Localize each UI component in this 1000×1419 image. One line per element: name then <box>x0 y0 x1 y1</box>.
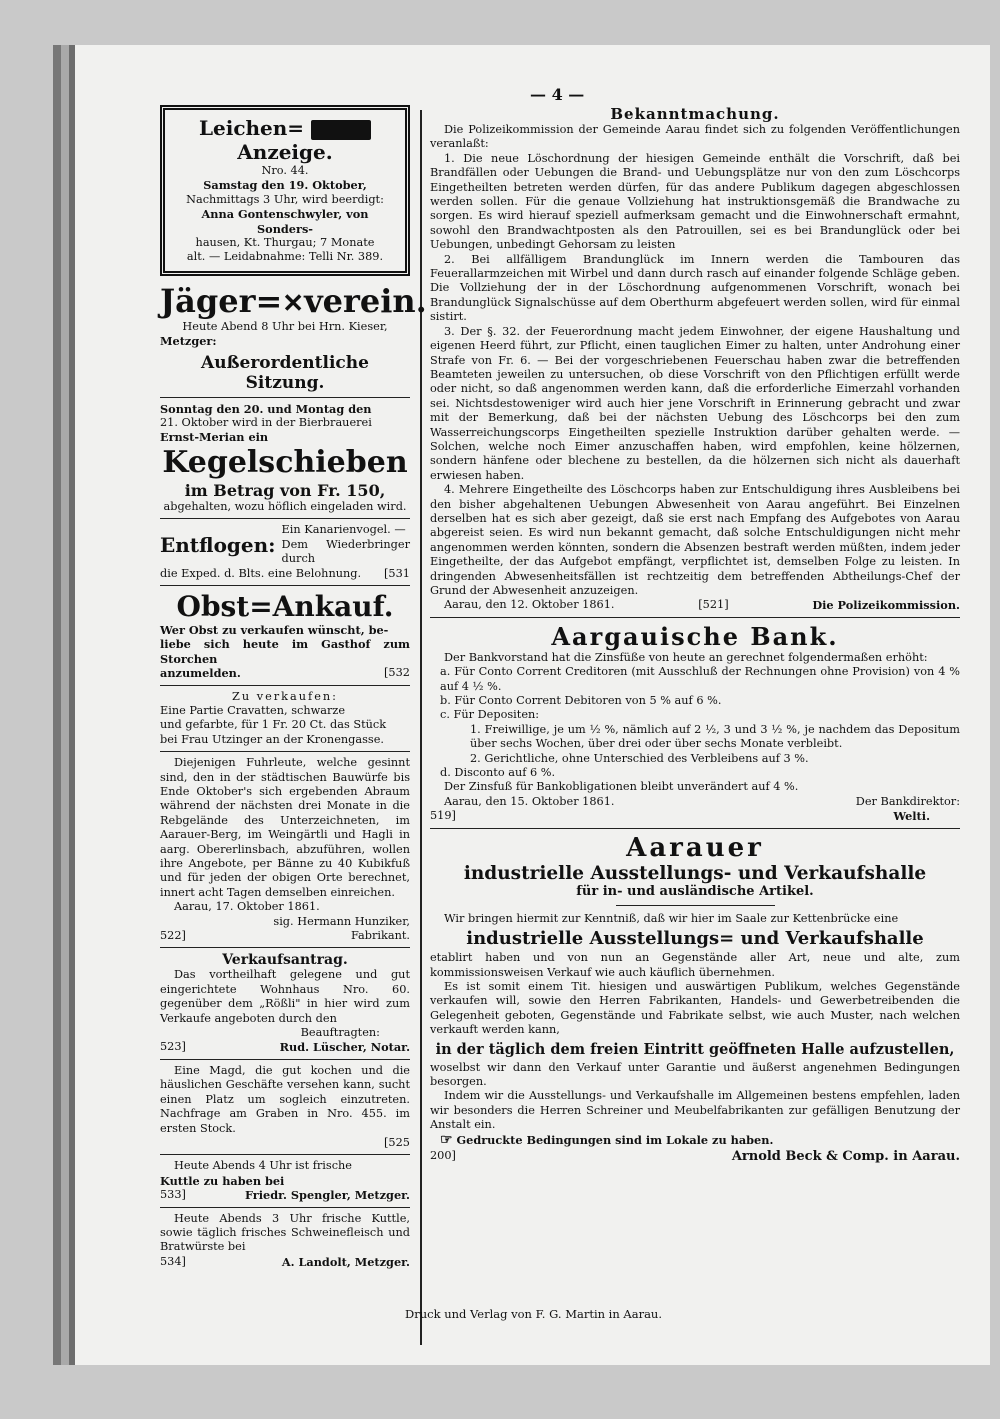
jaeger-line1: Heute Abend 8 Uhr bei Hrn. Kieser, <box>182 319 388 333</box>
fuhrleute-date: Aarau, 17. Oktober 1861. <box>174 900 320 914</box>
verkaufsantrag-title: Verkaufsantrag. <box>222 952 348 969</box>
bank-b: b. Für Conto Corrent Debitoren von 5 % auf 6 %. <box>440 694 722 708</box>
halle-sub2: für in- und ausländische Artikel. <box>576 883 814 899</box>
zu-verkaufen-title: Zu verkaufen: <box>232 689 338 703</box>
left-column <box>160 105 427 1269</box>
jaeger-title-b: verein. <box>304 281 427 320</box>
halle-p5: Indem wir die Ausstellungs- und Verkaufshalle im Allgemeinen bestens empfehlen, laden wir besonders die Herren Schreiner und Meubelfabrikanten zur gefälligen Benutzung der Anstalt ein. <box>430 1089 960 1132</box>
kuttle1-num: 533] <box>160 1188 186 1202</box>
bek-date: Aarau, den 12. Oktober 1861. <box>444 598 615 612</box>
bek-p1: 1. Die neue Löschordnung der hiesigen Gemeinde enthält die Vorschrift, daß bei Brandfällen oder Uebungen die Brand- und Uebungsplätze nur von den zum Löschcorps Eingetheilten betreten werden dürfen, für das andere Publikum dagegen abgeschlossen werden sollen. Für die genaue Vollziehung hat instruktionsgemäß die Brandwache zu sorgen. Es wird hierauf speziell aufmerksam gemacht und die Einwohnerschaft ermahnt, sowohl den Brandwachtposten als den Patrouillen, sei es bei Brandunglück oder bei Uebungen, unbedingt Gehorsam zu leisten <box>430 151 960 252</box>
halle-p4: woselbst wir dann den Verkauf unter Garantie und äußerst angenehmen Bedingungen besorgen. <box>430 1060 960 1088</box>
bank-name: Welti. <box>893 809 930 824</box>
obst-title: Obst=Ankauf. <box>176 589 394 623</box>
bek-p2: 2. Bei allfälligem Brandunglück im Innern werden die Tambouren das Feuerallarmzeichen mit Wirbel und dann durch rasch auf einander folgende Schläge geben. Die Vollziehung der in der Löschordnung aufgenommenen Vorschrift, wonach bei Brandunglück Signalschüsse auf dem Oberthurm abgefeuert werden sollen, wird für einmal sistirt. <box>430 252 960 324</box>
fuhrleute-num: 522] <box>160 929 186 943</box>
death-notice-line2: Nachmittags 3 Uhr, wird beerdigt: <box>186 192 384 206</box>
bek-sig: Die Polizeikommission. <box>812 598 960 613</box>
kegel-title: Kegelschieben <box>162 444 408 480</box>
kuttle2-num: 534] <box>160 1254 186 1268</box>
bank-d: d. Disconto auf 6 %. <box>440 766 556 780</box>
halle-sub: industrielle Ausstellungs- und Verkaufshalle <box>463 862 927 884</box>
bek-p4: 4. Mehrere Eingetheilte des Löschcorps haben zur Entschuldigung ihres Ausbleibens bei den bisher abgehaltenen Uebungen Abwesenheit von Aarau angeführt. Bei Einzelnen derselben hat es sich aber gezeigt, daß sie erst nach Empfang des Aufgebotes von Aarau abgereist seien. Es wird nun bekannt gemacht, daß solche Entschuldigungen nicht mehr angenommen werden könnten, sondern die Absenzen bestraft werden müßten, indem jeder Eingetheilte, der das Aufgebot empfängt, verpflichtet ist, demselben Folge zu leisten. In dringenden Abwesenheitsfällen ist rechtzeitig dem betreffenden Abtheilungs-Chef der Grund der Abwesenheit anzuzeigen. <box>430 483 960 597</box>
halle-num: 200] <box>430 1148 456 1162</box>
halle-gedr: Gedruckte Bedingungen sind im Lokale zu haben. <box>456 1132 774 1147</box>
halle-mid2: in der täglich dem freien Eintritt geöffneten Halle aufzustellen, <box>435 1040 955 1058</box>
death-notice-title-a: Leichen= <box>198 116 305 140</box>
verkaufsantrag-footer <box>160 1040 410 1054</box>
kuttle1-name: Friedr. Spengler, Metzger. <box>244 1188 410 1203</box>
halle-sig: Arnold Beck & Comp. in Aarau. <box>731 1148 960 1164</box>
right-column <box>430 105 960 1164</box>
obst-line3: anzumelden. <box>160 666 241 681</box>
divider <box>160 1207 410 1208</box>
halle-mid: industrielle Ausstellungs= und Verkaufshalle <box>466 928 924 950</box>
bank-c1: 1. Freiwillige, je um ½ %, nämlich auf 2 ½, 3 und 3 ½ %, je nachdem das Depositum über sechs Wochen, über drei oder über sechs Monate verbleibt. <box>470 722 960 751</box>
entflogen-right <box>282 523 410 566</box>
bek-p3: 3. Der §. 32. der Feuerordnung macht jedem Einwohner, der eigene Haushaltung und eigenen Heerd führt, zur Pflicht, einen tauglichen Eimer zu halten, unter Androhung einer Strafe von Fr. 6. — Bei der vorgeschriebenen Feuerschau haben zwar die betreffenden Beamteten jeweilen zu untersuchen, ob diese Vorschrift von den Pflichtigen erfüllt werde oder nicht, so daß angenommen werden kann, daß die erforderliche Eimerzahl vorhanden sei. Nichtsdestoweniger wird auch hier jene Vorschrift in Erinnerung gebracht und zwar mit der Bemerkung, daß bei der nächsten Uebung des Löschcorps bei den zum Wasserreichungscorps Eingetheilten spezielle Instruktion darüber gehalten werde. — Solchen, welche noch Eimer anzuschaffen haben, wird empfohlen, keine hölzernen, sondern hänfene oder blechene zu bestellen, da die hölzernen sich nicht als dauerhaft erwiesen haben. <box>430 324 960 482</box>
divider <box>160 751 410 752</box>
printer-footer: Druck und Verlag von F. G. Martin in Aarau. <box>405 1307 662 1321</box>
jaeger-line4: 21. Oktober wird in der Bierbrauerei <box>160 416 372 430</box>
obst-line1: Wer Obst zu verkaufen wünscht, be- <box>160 622 389 637</box>
divider <box>160 397 410 398</box>
verkaufsantrag-beauftr: Beauftragten: <box>300 1026 380 1040</box>
kuttle2-footer <box>160 1255 410 1269</box>
fuhrleute-footer <box>160 929 410 943</box>
obst-footer <box>160 666 410 680</box>
divider <box>160 1059 410 1060</box>
bank-title: Aargauische Bank. <box>551 621 839 651</box>
page-number: — 4 — <box>530 85 585 104</box>
fuhrleute-sig2: Fabrikant. <box>350 929 410 943</box>
bank-date: Aarau, den 15. Oktober 1861. <box>444 794 615 808</box>
verkaufsantrag-text: Das vortheilhaft gelegene und gut eingerichtete Wohnhaus Nro. 60. gegenüber dem „Rößli" in hier wird zum Verkaufe angeboten durch den <box>160 968 410 1025</box>
death-notice <box>160 105 410 276</box>
death-notice-title-b: Anzeige. <box>237 140 333 164</box>
bank-dateline <box>430 795 960 809</box>
jaeger-title <box>160 281 427 320</box>
verkaufsantrag-name: Rud. Lüscher, Notar. <box>279 1040 410 1055</box>
bank-c: c. Für Depositen: <box>440 708 540 722</box>
death-notice-line1: Samstag den 19. Oktober, <box>203 178 367 193</box>
fuhrleute-sig: sig. Hermann Hunziker, <box>273 914 410 928</box>
bank-obl: Der Zinsfuß für Bankobligationen bleibt unverändert auf 4 %. <box>444 780 799 794</box>
obst-num: [532 <box>384 666 410 680</box>
bek-intro: Die Polizeikommission der Gemeinde Aarau findet sich zu folgenden Veröffentlichungen veranlaßt: <box>430 123 960 151</box>
divider <box>160 518 410 519</box>
jaeger-line6: abgehalten, wozu höflich eingeladen wird. <box>163 499 407 513</box>
kuttle1-line1: Heute Abends 4 Uhr ist frische <box>174 1159 352 1173</box>
halle-footer <box>430 1149 960 1164</box>
jaeger-title-a: Jäger= <box>160 281 283 320</box>
divider <box>616 905 775 906</box>
entflogen-title: Entflogen: <box>160 532 276 557</box>
kegel-betrag: im Betrag von Fr. 150, <box>184 480 386 500</box>
entflogen-text2: Dem Wiederbringer durch <box>281 537 410 566</box>
bek-title: Bekanntmachung. <box>610 105 780 123</box>
halle-p3: Es ist somit einem Tit. hiesigen und auswärtigen Publikum, welches Gegenstände verkaufen will, sowie den Herren Fabrikanten, Handels- und Gewerbetreibenden die Gelegenheit geboten, Gegenstände und Fabrikate selbst, wie auch Muster, nach welchen verkauft werden kann, <box>430 979 960 1037</box>
death-notice-line5: alt. — Leidabnahme: Telli Nr. 389. <box>186 250 384 264</box>
entflogen-num: [531 <box>384 566 410 580</box>
entflogen-text3: die Exped. d. Blts. eine Belohnung. <box>160 566 362 580</box>
death-notice-line4: hausen, Kt. Thurgau; 7 Monate <box>195 236 375 250</box>
divider <box>430 828 960 829</box>
entflogen-text1: Ein Kanarienvogel. — <box>281 523 406 537</box>
bank-c2: 2. Gerichtliche, ohne Unterschied des Verbleibens auf 3 %. <box>470 751 809 765</box>
kuttle1-footer <box>160 1188 410 1202</box>
divider <box>160 1154 410 1155</box>
kuttle2-name: A. Landolt, Metzger. <box>281 1254 410 1269</box>
jaeger-line3: Sonntag den 20. und Montag den <box>160 401 372 416</box>
zu-verkaufen-line2: und gefarbte, für 1 Fr. 20 Ct. das Stück <box>160 718 387 732</box>
entflogen-block <box>160 523 410 566</box>
bek-footer <box>430 598 960 612</box>
fuhrleute-text: Diejenigen Fuhrleute, welche gesinnt sind, den in der städtischen Bauwürfe bis Ende Oktober's sich ergebenden Abraum während der nächsten drei Monate in die Rebgelände des Unterzeichneten, im Aarauer-Berg, im Weingärtli und Hagli in aarg. Obererlinsbach, abzuführen, wollen ihre Angebote, per Bänne zu 40 Kubikfuß und für jeden der obigen Orte berechnet, innert acht Tagen demselben einreichen. <box>160 756 410 899</box>
death-notice-line3: Anna Gontenschwyler, von Sonders- <box>201 207 369 236</box>
kuttle1-line2: Kuttle zu haben bei <box>160 1173 285 1188</box>
divider <box>160 947 410 948</box>
magd-text: Eine Magd, die gut kochen und die häuslichen Geschäfte versehen kann, sucht einen Platz um sogleich einzutreten. Nachfrage am Graben in Nro. 455. im ersten Stock. <box>160 1063 410 1135</box>
halle-gedr-line <box>430 1133 960 1147</box>
crossed-rifles-icon: ✕ <box>282 288 305 319</box>
halle-title: Aarauer <box>626 832 764 863</box>
divider <box>430 617 960 618</box>
halle-p1: Wir bringen hiermit zur Kenntniß, daß wir hier im Saale zur Kettenbrücke eine <box>444 911 899 925</box>
kuttle2-text: Heute Abends 3 Uhr frische Kuttle, sowie täglich frisches Schweinefleisch und Bratwürste bei <box>160 1211 410 1254</box>
magd-num: [525 <box>384 1135 410 1149</box>
coffin-icon <box>311 120 371 140</box>
divider <box>160 685 410 686</box>
newspaper-page <box>75 45 990 1365</box>
zu-verkaufen-line3: bei Frau Utzinger an der Kronengasse. <box>160 732 384 746</box>
jaeger-heading: Außerordentliche Sitzung. <box>201 352 369 393</box>
obst-line2: liebe sich heute im Gasthof zum Storchen <box>160 637 410 666</box>
death-notice-number: Nro. 44. <box>261 164 309 177</box>
divider <box>160 585 410 586</box>
zu-verkaufen-line1: Eine Partie Cravatten, schwarze <box>160 703 346 717</box>
bek-num: [521] <box>698 598 729 612</box>
verkaufsantrag-num: 523] <box>160 1040 186 1054</box>
pointing-hand-icon: ☞ <box>440 1131 453 1148</box>
bank-footer <box>430 809 960 823</box>
bank-intro: Der Bankvorstand hat die Zinsfüße von heute an gerechnet folgendermaßen erhöht: <box>444 650 928 664</box>
jaeger-line2: Metzger: <box>160 334 217 349</box>
halle-p2: etablirt haben und von nun an Gegenstände aller Art, neue und alte, zum kommissionsweisen Verkauf wie auch käuflich übernehmen. <box>430 951 960 979</box>
entflogen-footer <box>160 567 410 581</box>
jaeger-line5: Ernst-Merian ein <box>160 430 269 445</box>
bank-a: a. Für Conto Corrent Creditoren (mit Ausschluß der Rechnungen ohne Provision) von 4 % auf 4 ½ %. <box>440 665 960 693</box>
bank-director: Der Bankdirektor: <box>855 794 960 808</box>
bank-num: 519] <box>430 809 456 823</box>
